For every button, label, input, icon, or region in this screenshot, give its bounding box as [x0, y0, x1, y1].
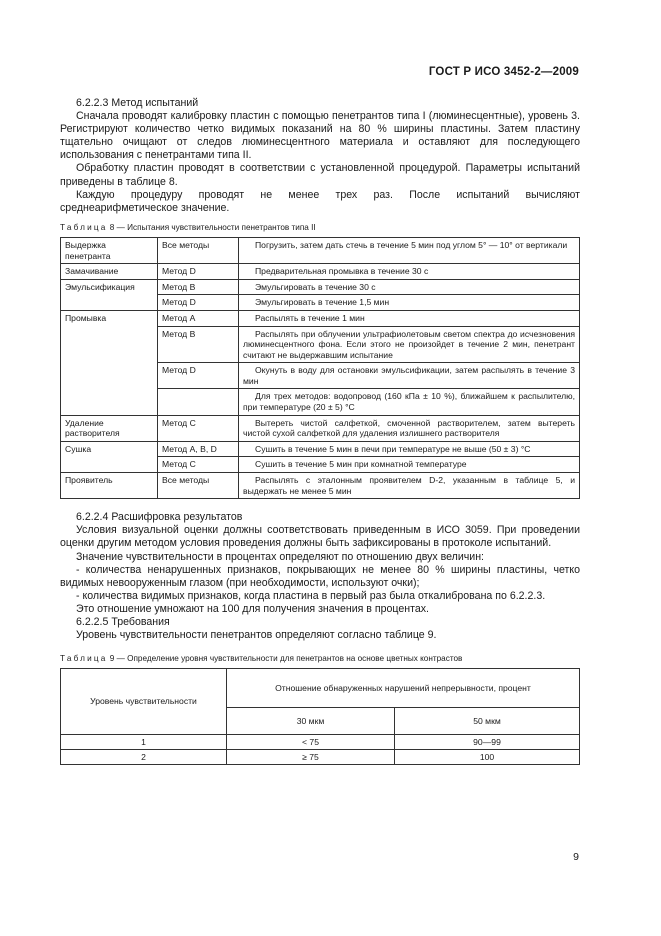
table-row	[61, 473, 580, 499]
paragraph: Условия визуальной оценки должны соответствовать приведенным в ИСО 3059. При проведении оценки другим методом условия проведения должны быть зафиксированы в протоколе испытаний.	[60, 524, 580, 550]
method-cell: Все методы	[158, 237, 239, 263]
desc-cell: Эмульгировать в течение 1,5 мин	[239, 295, 580, 311]
desc-cell: Предварительная промывка в течение 30 с	[239, 264, 580, 280]
stage-cell: Эмульсификация	[61, 279, 158, 310]
paragraph: Значение чувствительности в процентах определяют по отношению двух величин:	[76, 550, 485, 563]
page-content	[60, 97, 580, 765]
table9	[60, 668, 580, 765]
method-cell: Метод С	[158, 457, 239, 473]
page-number: 9	[573, 851, 579, 863]
method-cell: Метод B	[158, 326, 239, 363]
method-cell: Метод А, В, D	[158, 441, 239, 457]
paragraph: Уровень чувствительности пенетрантов определяют согласно таблице 9.	[76, 629, 437, 642]
method-cell: Метод D	[158, 264, 239, 280]
value-50-cell: 100	[395, 750, 580, 765]
table-row	[61, 441, 580, 457]
desc-cell: Сушить в течение 5 мин в печи при температуре не выше (50 ± 3) °С	[239, 441, 580, 457]
section-heading-6224: 6.2.2.4 Расшифровка результатов	[76, 511, 243, 524]
value-30-cell: ≥ 75	[227, 750, 395, 765]
table-row	[61, 310, 580, 326]
desc-cell: Распылять в течение 1 мин	[239, 310, 580, 326]
desc-cell: Для трех методов: водопровод (160 кПа ± 10 %), ближайшем к распылителю, при температуре (20 ± 5) °С	[239, 389, 580, 415]
stage-cell: Выдержка пенетранта	[61, 237, 158, 263]
table8	[60, 237, 580, 499]
section-heading-6225: 6.2.2.5 Требования	[76, 615, 170, 628]
desc-cell: Распылять при облучении ультрафиолетовым светом спектра до исчезновения люминесцентного фона. Если этого не произойдет в течение 2 мин, пенетрант считают не выдержавшим испытание	[239, 326, 580, 363]
section-heading-6223: 6.2.2.3 Метод испытаний	[76, 97, 199, 109]
table-row	[61, 237, 580, 263]
method-cell: Метод B	[158, 279, 239, 295]
desc-cell: Сушить в течение 5 мин при комнатной температуре	[239, 457, 580, 473]
col-header-level: Уровень чувствительности	[61, 669, 227, 735]
method-cell: Все методы	[158, 473, 239, 499]
table-row	[61, 750, 580, 765]
col-header-50: 50 мкм	[395, 708, 580, 735]
document-code: ГОСТ Р ИСО 3452-2—2009	[428, 66, 579, 78]
desc-cell: Погрузить, затем дать стечь в течение 5 мин под углом 5° — 10° от вертикали	[239, 237, 580, 263]
table-header-row	[61, 669, 580, 708]
desc-cell: Вытереть чистой салфеткой, смоченной растворителем, затем вытереть чистой сухой салфеткой для удаления излишнего растворителя	[239, 415, 580, 441]
table-row	[61, 264, 580, 280]
stage-cell: Промывка	[61, 310, 158, 415]
desc-cell: Эмульгировать в течение 30 с	[239, 279, 580, 295]
paragraph: Обработку пластин проводят в соответствии с установленной процедурой. Параметры испытаний приведены в таблице 8.	[60, 162, 580, 188]
desc-cell: Распылять с эталонным проявителем D-2, указанным в таблице 5, и выдержать не менее 5 мин	[239, 473, 580, 499]
table8-caption: Таблица 8 — Испытания чувствительности пенетрантов типа II	[60, 222, 316, 232]
desc-cell: Окунуть в воду для остановки эмульсификации, затем распылять в течение 3 мин	[239, 363, 580, 389]
table9-caption: Таблица 9 — Определение уровня чувствительности для пенетрантов на основе цветных контрастов	[60, 654, 463, 664]
method-cell: Метод D	[158, 295, 239, 311]
col-header-ratio: Отношение обнаруженных нарушений непрерывности, процент	[227, 669, 580, 708]
paragraph: Каждую процедуру проводят не менее трех раз. После испытаний вычисляют среднеарифметическое значение.	[60, 188, 580, 214]
method-cell: Метод С	[158, 415, 239, 441]
table-row	[61, 735, 580, 750]
level-cell: 2	[61, 750, 227, 765]
value-50-cell: 90—99	[395, 735, 580, 750]
paragraph: Сначала проводят калибровку пластин с помощью пенетрантов типа I (люминесцентные), уровень 3. Регистрируют количество четко видимых показаний на 80 % ширины пластины. Затем пластину тщательно очищают от следов люминесцентного материала и оставляют для последующего использования с пенетрантами типа II.	[60, 110, 580, 162]
bullet-item: - количества видимых признаков, когда пластина в первый раз была откалибрована по 6.2.2.3.	[76, 589, 546, 602]
paragraph: Это отношение умножают на 100 для получения значения в процентах.	[76, 602, 429, 615]
value-30-cell: < 75	[227, 735, 395, 750]
stage-cell: Замачивание	[61, 264, 158, 280]
method-cell: Метод D	[158, 363, 239, 389]
table-row	[61, 279, 580, 295]
level-cell: 1	[61, 735, 227, 750]
stage-cell: Проявитель	[61, 473, 158, 499]
stage-cell: Сушка	[61, 441, 158, 472]
bullet-item: - количества ненарушенных признаков, покрывающих не менее 80 % ширины пластины, четко видимых невооруженным глазом (при необходимости, используют очки);	[60, 563, 580, 589]
method-cell	[158, 389, 239, 415]
table-row	[61, 415, 580, 441]
col-header-30: 30 мкм	[227, 708, 395, 735]
method-cell: Метод A	[158, 310, 239, 326]
stage-cell: Удаление растворителя	[61, 415, 158, 441]
